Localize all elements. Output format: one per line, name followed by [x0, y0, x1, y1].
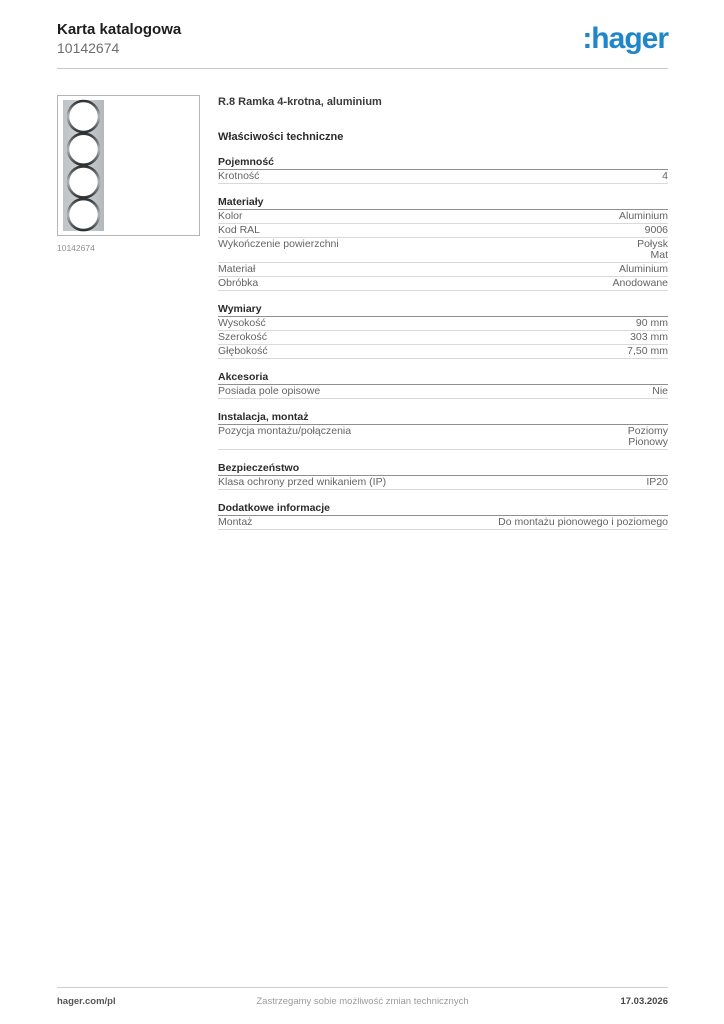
spec-row-label: Obróbka — [218, 277, 259, 289]
spec-row — [218, 345, 668, 359]
spec-row-label: Posiada pole opisowe — [218, 385, 321, 397]
spec-row — [218, 385, 668, 399]
spec-section-title: Wymiary — [218, 304, 668, 317]
spec-row-value: 7,50 mm — [627, 345, 668, 357]
spec-row — [218, 238, 668, 263]
specs-heading: Właściwości techniczne — [218, 131, 344, 143]
product-image — [57, 95, 200, 236]
spec-row-value: Aluminium — [618, 263, 668, 275]
spec-row-value: Aluminium — [618, 210, 668, 222]
spec-section — [218, 372, 668, 399]
hager-logo: :hager — [582, 22, 668, 55]
product-image-caption: 10142674 — [57, 243, 95, 253]
spec-section — [218, 412, 668, 450]
spec-section-title: Instalacja, montaż — [218, 412, 668, 425]
spec-row — [218, 263, 668, 277]
spec-row-label: Wykończenie powierzchni — [218, 238, 339, 250]
spec-section-title: Dodatkowe informacje — [218, 503, 668, 516]
spec-row-label: Krotność — [218, 170, 260, 182]
spec-row-value: Połysk Mat — [637, 238, 668, 261]
spec-row-label: Klasa ochrony przed wnikaniem (IP) — [218, 476, 387, 488]
spec-row-value: 4 — [662, 170, 668, 182]
spec-row — [218, 476, 668, 490]
spec-section — [218, 463, 668, 490]
spec-row — [218, 331, 668, 345]
footer-divider — [57, 987, 668, 988]
spec-row — [218, 516, 668, 530]
spec-row-label: Głębokość — [218, 345, 268, 357]
product-column — [57, 95, 200, 253]
header-divider — [57, 68, 668, 69]
spec-row-label: Pozycja montażu/połączenia — [218, 425, 352, 437]
spec-row — [218, 277, 668, 291]
product-title: R.8 Ramka 4-krotna, aluminium — [218, 96, 382, 108]
spec-row-label: Szerokość — [218, 331, 268, 343]
spec-section — [218, 503, 668, 530]
spec-row — [218, 170, 668, 184]
spec-section — [218, 157, 668, 184]
spec-row — [218, 224, 668, 238]
spec-row-value: 90 mm — [635, 317, 668, 329]
spec-section — [218, 197, 668, 291]
doc-title: Karta katalogowa — [57, 21, 182, 38]
spec-row-label: Kolor — [218, 210, 243, 222]
spec-row-value: Nie — [652, 385, 668, 397]
spec-row — [218, 210, 668, 224]
spec-row-value: Anodowane — [612, 277, 668, 289]
spec-row-value: Do montażu pionowego i poziomego — [498, 516, 668, 528]
spec-row-value: Poziomy Pionowy — [627, 425, 668, 448]
header-titles — [57, 20, 181, 57]
spec-row-label: Wysokość — [218, 317, 266, 329]
spec-section-title: Akcesoria — [218, 372, 668, 385]
footer-disclaimer: Zastrzegamy sobie możliwość zmian technicznych — [256, 996, 469, 1007]
frame-product-drawing — [58, 96, 199, 235]
spec-row — [218, 425, 668, 450]
spec-row-label: Montaż — [218, 516, 253, 528]
spec-sections — [218, 157, 668, 530]
spec-row-label: Kod RAL — [218, 224, 261, 236]
spec-section-title: Pojemność — [218, 157, 668, 170]
spec-section — [218, 304, 668, 359]
footer-date: 17.03.2026 — [620, 996, 668, 1007]
specs-column — [218, 95, 668, 530]
spec-row — [218, 317, 668, 331]
spec-section-title: Bezpieczeństwo — [218, 463, 668, 476]
spec-row-value: 303 mm — [630, 331, 668, 343]
spec-row-value: 9006 — [644, 224, 668, 236]
footer-website: hager.com/pl — [57, 996, 116, 1007]
page-footer — [57, 996, 668, 1007]
spec-section-title: Materiały — [218, 197, 668, 210]
spec-row-label: Materiał — [218, 263, 256, 275]
doc-product-number: 10142674 — [57, 40, 120, 56]
page-header — [57, 20, 668, 57]
spec-row-value: IP20 — [646, 476, 668, 488]
main-content — [57, 95, 668, 530]
